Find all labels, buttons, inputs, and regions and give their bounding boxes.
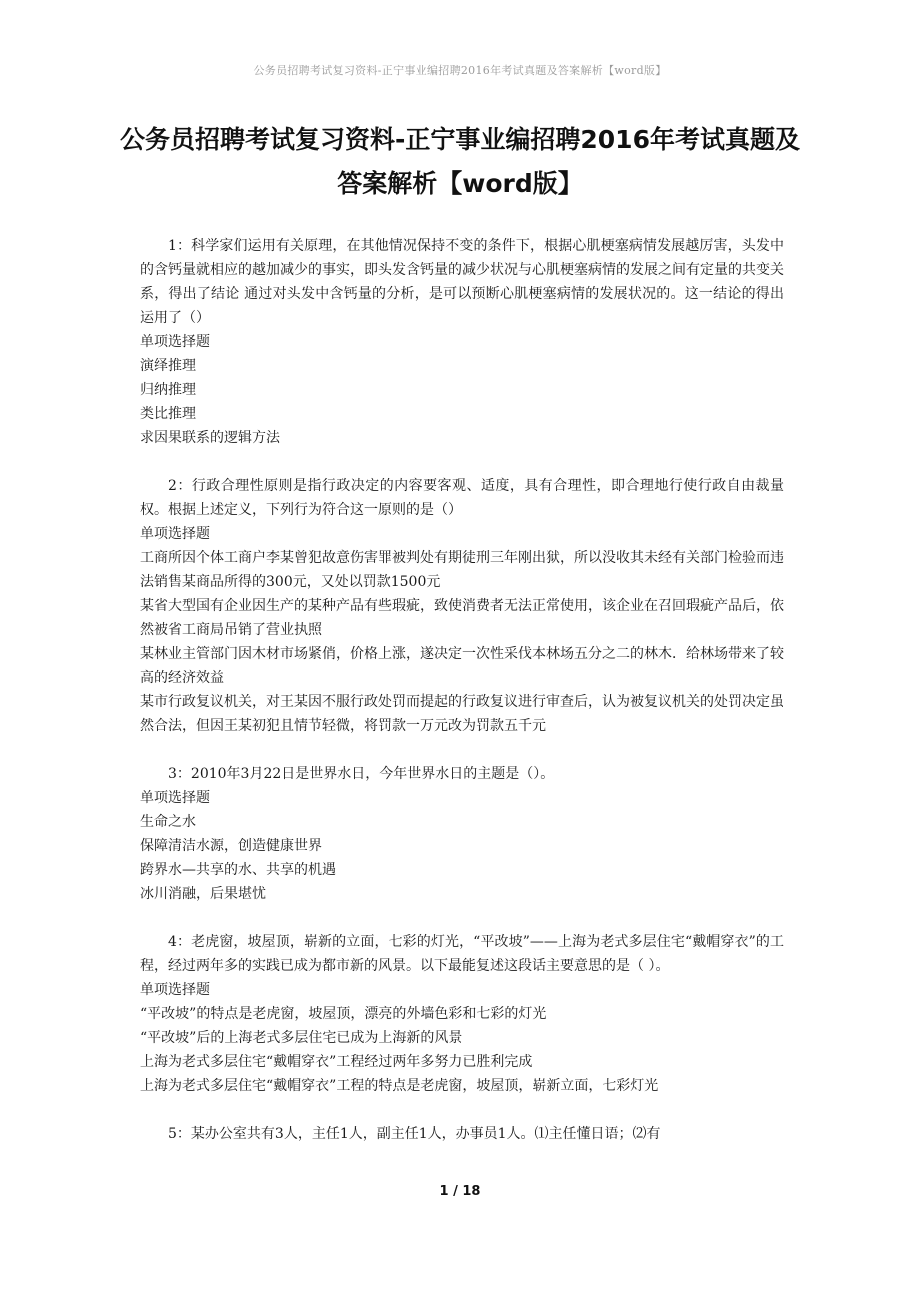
question-type: 单项选择题 [140, 526, 210, 542]
answer-option: 类比推理 [140, 406, 196, 422]
answer-option: 上海为老式多层住宅“戴帽穿衣”工程的特点是老虎窗，坡屋顶，崭新立面，七彩灯光 [140, 1078, 659, 1094]
answer-option: 保障清洁水源，创造健康世界 [140, 838, 322, 854]
question-3 [140, 762, 784, 906]
answer-option: 生命之水 [140, 814, 196, 830]
answer-option: 求因果联系的逻辑方法 [140, 430, 280, 446]
question-type: 单项选择题 [140, 982, 210, 998]
question-1 [140, 234, 784, 450]
document-body [140, 234, 784, 1170]
question-4 [140, 930, 784, 1098]
running-header: 公务员招聘考试复习资料-正宁事业编招聘2016年考试真题及答案解析【word版】 [253, 64, 667, 77]
question-stem: 2：行政合理性原则是指行政决定的内容要客观、适度，具有合理性，即合理地行使行政自由裁量权。根据上述定义，下列行为符合这一原则的是（） [140, 478, 784, 518]
question-stem: 5：某办公室共有3人，主任1人，副主任1人，办事员1人。⑴主任懂日语；⑵有 [168, 1126, 661, 1142]
question-type: 单项选择题 [140, 790, 210, 806]
answer-option: 工商所因个体工商户李某曾犯故意伤害罪被判处有期徒刑三年刚出狱，所以没收其未经有关部门检验而违法销售某商品所得的300元，又处以罚款1500元 [140, 550, 784, 590]
question-stem: 3：2010年3月22日是世界水日，今年世界水日的主题是（）。 [168, 766, 555, 782]
answer-option: 某市行政复议机关，对王某因不服行政处罚而提起的行政复议进行审查后，认为被复议机关的处罚决定虽然合法，但因王某初犯且情节轻微，将罚款一万元改为罚款五千元 [140, 694, 784, 734]
answer-option: “平改坡”的特点是老虎窗，坡屋顶，漂亮的外墙色彩和七彩的灯光 [140, 1006, 547, 1022]
answer-option: 归纳推理 [140, 382, 196, 398]
question-stem: 1：科学家们运用有关原理，在其他情况保持不变的条件下，根据心肌梗塞病情发展越厉害，头发中的含钙量就相应的越加减少的事实，即头发含钙量的减少状况与心肌梗塞病情的发展之间有定量的共变关系，得出了结论 通过对头发中含钙量的分析，是可以预断心肌梗塞病情的发展状况的。这一结论的得出运用了（） [140, 238, 784, 326]
question-2 [140, 474, 784, 738]
answer-option: “平改坡”后的上海老式多层住宅已成为上海新的风景 [140, 1030, 463, 1046]
question-5 [140, 1122, 784, 1146]
answer-option: 某省大型国有企业因生产的某种产品有些瑕疵，致使消费者无法正常使用，该企业在召回瑕疵产品后，依然被省工商局吊销了营业执照 [140, 598, 784, 638]
answer-option: 冰川消融，后果堪忧 [140, 886, 266, 902]
answer-option: 跨界水—共享的水、共享的机遇 [140, 862, 336, 878]
answer-option: 上海为老式多层住宅“戴帽穿衣”工程经过两年多努力已胜利完成 [140, 1054, 533, 1070]
answer-option: 演绎推理 [140, 358, 196, 374]
question-stem: 4：老虎窗，坡屋顶，崭新的立面，七彩的灯光，“平改坡”——上海为老式多层住宅“戴帽穿衣”的工程，经过两年多的实践已成为都市新的风景。以下最能复述这段话主要意思的是（ ）。 [140, 934, 784, 974]
document-title: 公务员招聘考试复习资料-正宁事业编招聘2016年考试真题及答案解析【word版】 [120, 125, 800, 198]
question-type: 单项选择题 [140, 334, 210, 350]
answer-option: 某林业主管部门因木材市场紧俏，价格上涨，遂决定一次性采伐本林场五分之二的林木．给林场带来了较高的经济效益 [140, 646, 784, 686]
page-number: 1 / 18 [439, 1184, 481, 1199]
